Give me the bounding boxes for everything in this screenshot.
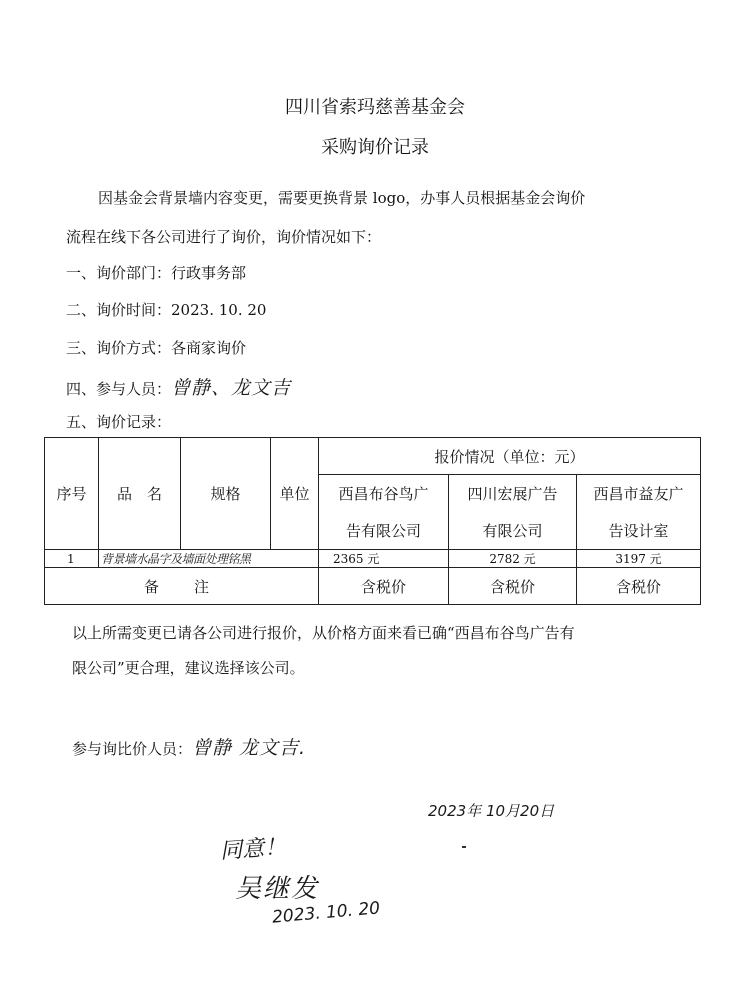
intro-line-2: 流程在线下各公司进行了询价，询价情况如下： [66, 228, 382, 246]
item-label: 四、参与人员： [66, 380, 172, 398]
header-unit: 单位 [271, 438, 319, 550]
header-vendor3-line2: 告设计室 [577, 512, 701, 550]
participant-signatures: 曾静、龙文吉 [171, 377, 292, 399]
approval-date: 2023. 10. 20 [271, 898, 381, 928]
header-vendor2-line1: 四川宏展广告 [449, 475, 577, 513]
participants-signatures: 曾静 龙文吉. [192, 737, 307, 759]
header-vendor1-line1: 西昌布谷鸟广 [319, 475, 449, 513]
conclusion-line-2: 限公司”更合理，建议选择该公司。 [72, 659, 305, 677]
header-vendor3-line1: 西昌市益友广 [577, 475, 701, 513]
item-label: 二、询价时间： [66, 301, 172, 319]
table-row [45, 550, 701, 568]
intro-line-1: 因基金会背景墙内容变更，需要更换背景 logo，办事人员根据基金会询价 [98, 189, 586, 207]
item-label: 一、询价部门： [66, 264, 172, 282]
note-vendor1: 含税价 [319, 568, 449, 605]
item-records [66, 411, 171, 432]
header-name: 品 名 [99, 438, 181, 550]
item-value: 行政事务部 [171, 264, 247, 282]
note-label: 备 注 [45, 568, 319, 605]
item-label: 五、询价记录： [66, 413, 172, 431]
row-price-vendor2: 2782 元 [449, 550, 577, 568]
row-price-vendor3: 3197 元 [577, 550, 701, 568]
table-note-row [45, 568, 701, 605]
item-value: 2023. 10. 20 [171, 301, 267, 319]
item-method [66, 337, 246, 358]
conclusion-line-1: 以上所需变更已请各公司进行报价，从价格方面来看已确“西昌布谷鸟广告有 [72, 624, 575, 642]
item-value: 各商家询价 [171, 339, 247, 357]
row-price-vendor1: 2365 元 [319, 550, 449, 568]
item-department [66, 262, 246, 283]
item-label: 三、询价方式： [66, 339, 172, 357]
row-index: 1 [45, 550, 99, 568]
header-spec: 规格 [181, 438, 271, 550]
item-time [66, 299, 266, 320]
note-vendor2: 含税价 [449, 568, 577, 605]
participants-label: 参与询比价人员： [72, 740, 193, 758]
handwritten-date: 2023年 10月20日 [428, 802, 555, 820]
approval-comment: 同意！ [219, 834, 287, 865]
header-quote-group: 报价情况（单位：元） [319, 438, 701, 475]
header-index: 序号 [45, 438, 99, 550]
row-item-spec: 背景墙水晶字及墙面处理铭黑 [99, 550, 319, 568]
quote-table [44, 437, 701, 605]
approval-signature: 吴继发 [235, 874, 320, 904]
header-vendor2-line2: 有限公司 [449, 512, 577, 550]
header-vendor1-line2: 告有限公司 [319, 512, 449, 550]
note-vendor3: 含税价 [577, 568, 701, 605]
document-subtitle: 采购询价记录 [321, 137, 429, 158]
table-header-row [45, 438, 701, 475]
item-participants [66, 373, 291, 400]
document-title: 四川省索玛慈善基金会 [285, 97, 465, 118]
participants-line [72, 733, 306, 760]
ink-mark [462, 846, 466, 848]
